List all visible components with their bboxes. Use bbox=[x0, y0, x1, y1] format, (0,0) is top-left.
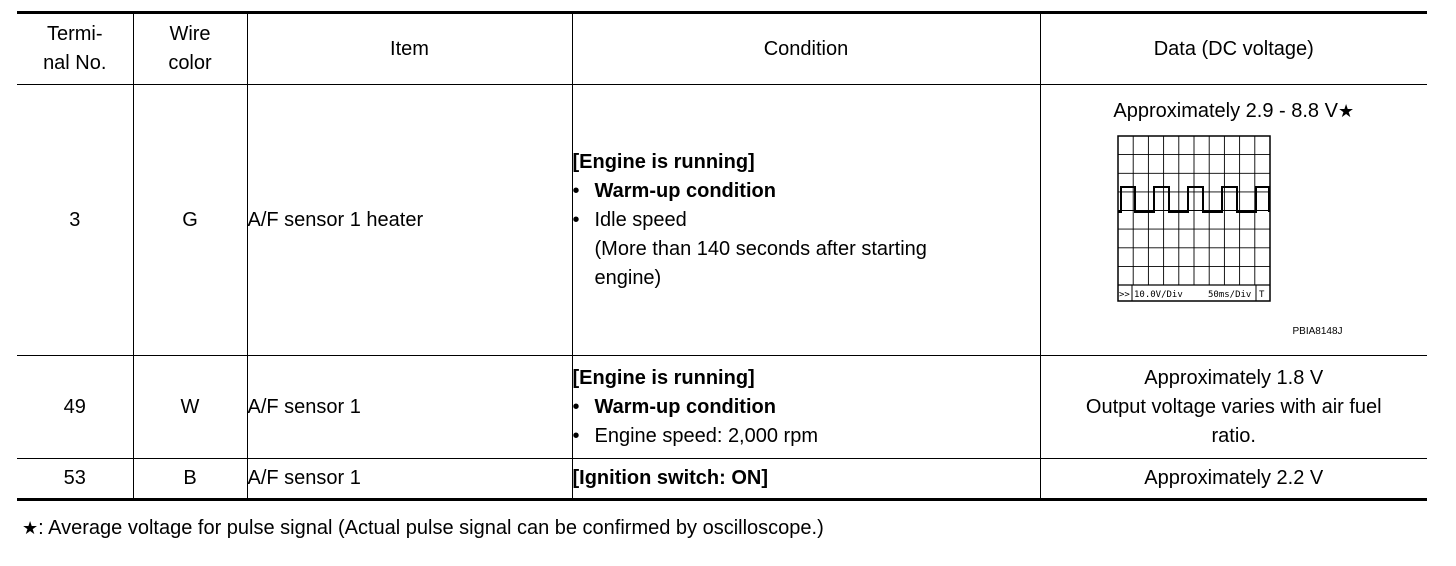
data-value: Approximately 1.8 V bbox=[1144, 366, 1324, 389]
bullet-glyph: • bbox=[572, 395, 580, 418]
table-row bbox=[17, 459, 1427, 500]
condition-bullet: • Warm-up condition bbox=[573, 393, 1040, 422]
scope-volt-div: 10.0V/Div bbox=[1133, 290, 1183, 300]
bullet-glyph: • bbox=[572, 424, 580, 447]
header-item: Item bbox=[247, 13, 572, 85]
condition-subtext: engine) bbox=[594, 266, 662, 289]
bullet-glyph: • bbox=[572, 179, 580, 202]
terminal-no-cell: 49 bbox=[63, 395, 86, 418]
star-icon: ★ bbox=[1337, 101, 1355, 121]
condition-subtext: (More than 140 seconds after starting bbox=[594, 237, 927, 260]
data-value: Approximately 2.9 - 8.8 V★ bbox=[1113, 100, 1355, 122]
condition-header: [Engine is running] bbox=[572, 150, 755, 173]
scope-symbol: >> bbox=[1118, 290, 1130, 300]
item-cell: A/F sensor 1 bbox=[247, 356, 572, 459]
figure-id: PBIA8148J bbox=[1292, 326, 1343, 337]
data-cell: Approximately 2.2 V bbox=[1040, 459, 1427, 500]
condition-cell bbox=[572, 459, 1040, 500]
header-terminal-no: Termi- nal No. bbox=[43, 23, 107, 74]
condition-header: [Ignition switch: ON] bbox=[572, 467, 769, 489]
header-data: Data (DC voltage) bbox=[1040, 13, 1427, 85]
header-wire-color: Wire color bbox=[133, 13, 247, 85]
condition-cell bbox=[572, 85, 1040, 356]
data-note: Output voltage varies with air fuel bbox=[1085, 395, 1382, 418]
header-condition: Condition bbox=[572, 13, 1040, 85]
condition-bullet: • Idle speed bbox=[573, 206, 1040, 235]
table-row bbox=[17, 85, 1427, 356]
terminal-spec-table bbox=[17, 11, 1427, 501]
condition-bullet: • Warm-up condition bbox=[573, 177, 1040, 206]
data-note: ratio. bbox=[1211, 424, 1256, 447]
wire-color-cell: G bbox=[133, 85, 247, 356]
footnote: ★: Average voltage for pulse signal (Actual pulse signal can be confirmed by oscilloscope.) bbox=[22, 517, 824, 539]
wire-color-cell: B bbox=[133, 459, 247, 500]
wire-color-cell: W bbox=[133, 356, 247, 459]
bullet-glyph: • bbox=[572, 208, 580, 231]
condition-bullet: • Engine speed: 2,000 rpm bbox=[573, 422, 1040, 451]
scope-time-div: 50ms/Div bbox=[1207, 290, 1251, 300]
item-cell: A/F sensor 1 heater bbox=[247, 85, 572, 356]
item-cell: A/F sensor 1 bbox=[247, 459, 572, 500]
data-cell bbox=[1040, 85, 1427, 356]
star-icon: ★ bbox=[22, 518, 39, 538]
table-row bbox=[17, 356, 1427, 459]
condition-header: [Engine is running] bbox=[572, 366, 755, 389]
oscilloscope-waveform bbox=[1117, 135, 1272, 315]
scope-trigger: T bbox=[1258, 290, 1264, 300]
condition-cell bbox=[572, 356, 1040, 459]
terminal-no-cell: 3 bbox=[69, 208, 81, 231]
data-cell bbox=[1040, 356, 1427, 459]
header-row bbox=[17, 13, 1427, 85]
terminal-no-cell: 53 bbox=[63, 467, 86, 489]
